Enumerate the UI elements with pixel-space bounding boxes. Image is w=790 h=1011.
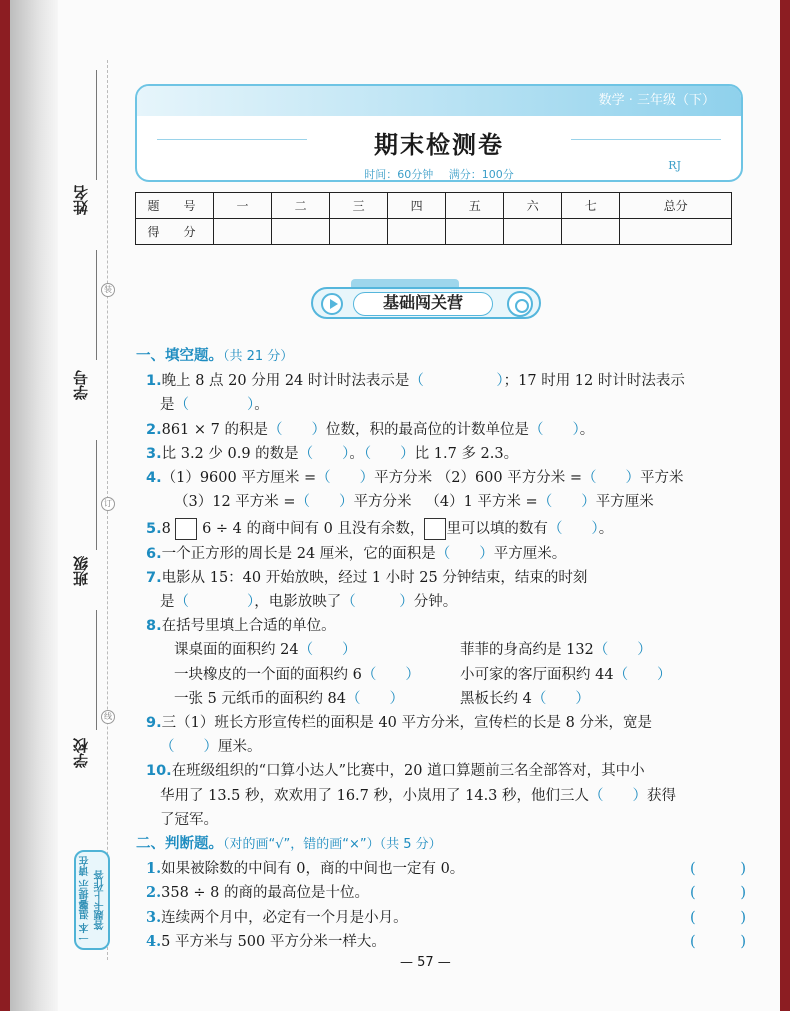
question-text: 是 [160, 397, 175, 414]
answer-blank[interactable]: （ ） [582, 470, 640, 487]
exam-content [136, 344, 746, 954]
answer-blank[interactable]: （ ） [529, 421, 580, 438]
question-text: 平方分米 [374, 470, 433, 487]
score-cell[interactable] [330, 219, 388, 245]
answer-blank[interactable]: （ ） [174, 397, 255, 414]
target-icon [507, 291, 533, 317]
question-text: 平方厘米 [595, 494, 654, 511]
question-text: 菲菲的身高约是 132 [460, 642, 594, 659]
answer-blank[interactable]: （ ） [160, 739, 218, 756]
question-number: 3. [146, 445, 162, 462]
question-number: 1. [146, 373, 162, 390]
header-rule-left [157, 139, 307, 140]
table-cell: 三 [330, 193, 388, 219]
judge-answer-box[interactable]: ( ) [690, 933, 746, 950]
total-score: 满分：100分 [448, 168, 514, 181]
question-cont [136, 490, 746, 514]
answer-blank[interactable]: （ ） [174, 594, 255, 611]
answer-blank[interactable]: （ ） [589, 787, 648, 804]
question [136, 442, 746, 466]
student-id-line [96, 250, 97, 360]
question [136, 614, 746, 638]
question-number: 10. [146, 763, 172, 780]
binding-dot: 装 [101, 283, 115, 297]
score-cell[interactable] [620, 219, 732, 245]
exam-page [10, 0, 780, 1011]
question-text: 三（1）班长方形宣传栏的面积是 40 平方分米，宣传栏的长是 8 分米，宽是 [161, 715, 652, 732]
edition-label: RJ [668, 159, 681, 172]
table-cell: 七 [562, 193, 620, 219]
school-label: 学校 [72, 738, 90, 768]
answer-blank[interactable]: （ ） [341, 594, 414, 611]
question-number: 5. [146, 521, 162, 538]
question [136, 517, 746, 541]
judge-answer-box[interactable]: ( ) [690, 861, 746, 878]
name-line [96, 70, 97, 180]
unit-row [136, 687, 746, 711]
section-note: （对的画“√”，错的画“×”）（共 5 分） [223, 837, 442, 853]
question-text: 平方米 [640, 470, 684, 487]
question [136, 542, 746, 566]
question-number: 1. [146, 860, 162, 878]
answer-blank[interactable]: （ ） [295, 494, 354, 511]
question-text: 。 [254, 397, 269, 414]
question [136, 711, 746, 735]
answer-blank[interactable]: （ ） [268, 421, 326, 438]
judge-answer-box[interactable]: ( ) [690, 909, 746, 926]
question [136, 466, 746, 490]
exam-meta [137, 166, 741, 182]
brand-logo: 一本 温馨提示 请在答题卡上作答 [74, 850, 110, 950]
question-text: 分钟。 [413, 594, 458, 611]
answer-blank[interactable]: （ ） [531, 690, 590, 707]
time-limit: 时间：60分钟 [364, 168, 434, 181]
question-cont [136, 735, 746, 759]
question-text: 了冠军。 [160, 811, 218, 828]
answer-blank[interactable]: （ ） [409, 373, 504, 390]
answer-blank[interactable]: （ ） [593, 642, 652, 659]
score-cell[interactable] [446, 219, 504, 245]
question-text: （2）600 平方分米 = [436, 470, 582, 487]
question [136, 369, 746, 393]
page-title: 期末检测卷 [374, 131, 504, 159]
table-cell: 题 号 [136, 193, 214, 219]
question-text: 晚上 8 点 20 分用 24 时计时法表示是 [161, 373, 410, 390]
exam-header [135, 84, 743, 182]
section-title: 二、判断题。 [136, 836, 223, 853]
answer-blank[interactable]: （ ） [537, 494, 596, 511]
subject-label: 数学 · 三年级（下） [137, 86, 741, 116]
section-heading [136, 832, 746, 857]
answer-blank[interactable]: （ ） [363, 445, 415, 462]
question-text: 861 × 7 的积是 [161, 421, 268, 438]
table-cell: 总分 [620, 193, 732, 219]
question-text: 在括号里填上合适的单位。 [161, 618, 336, 635]
question-number: 7. [146, 569, 162, 586]
judge-item [136, 857, 746, 881]
judge-item [136, 881, 746, 905]
section-heading [136, 344, 746, 369]
binding-dot: 订 [101, 497, 115, 511]
fill-box-ref [424, 518, 446, 540]
binding-shadow [10, 0, 58, 1011]
question-number: 8. [146, 618, 162, 635]
class-label: 班级 [72, 556, 90, 586]
question-text: 电影从 15：40 开始放映，经过 1 小时 25 分钟结束，结束的时刻 [161, 569, 588, 586]
unit-row [136, 638, 746, 662]
question-text: 平方厘米。 [493, 545, 567, 562]
question-number: 9. [146, 715, 162, 732]
table-row [136, 219, 732, 245]
score-cell[interactable] [214, 219, 272, 245]
question-text: （1）9600 平方厘米 = [161, 470, 317, 487]
answer-blank[interactable]: （ ） [361, 666, 420, 683]
page-number: — 57 — [400, 955, 451, 970]
binding-dot: 线 [101, 710, 115, 724]
question-text: ；17 时用 12 时计时法表示 [503, 373, 685, 390]
answer-blank[interactable]: （ ） [613, 666, 672, 683]
question-text: 连续两个月中，必定有一个月是小月。 [161, 909, 408, 926]
question-text: 。 [598, 521, 614, 538]
question-text: 。 [579, 421, 595, 438]
question-text: 厘米。 [218, 739, 262, 756]
question-text: 华用了 13.5 秒，欢欢用了 16.7 秒，小岚用了 14.3 秒，他们三人 [160, 787, 590, 804]
question-text: 。 [349, 445, 364, 462]
question-cont [136, 393, 746, 417]
judge-item [136, 906, 746, 930]
question-text: ，电影放映了 [254, 594, 342, 611]
question-text: 课桌面的面积约 24 [174, 642, 299, 659]
judge-answer-box[interactable]: ( ) [690, 885, 746, 902]
question-text: 比 1.7 多 2.3。 [414, 445, 519, 462]
question-cont [136, 590, 746, 614]
table-row [136, 193, 732, 219]
play-icon [321, 293, 343, 315]
fill-box[interactable] [175, 518, 197, 540]
answer-blank[interactable]: （ ） [298, 642, 357, 659]
question-text: 8 [161, 521, 171, 538]
class-line [96, 440, 97, 550]
question-text: 6 ÷ 4 的商中间有 0 且没有余数， [202, 521, 425, 538]
question [136, 418, 746, 442]
section-note: （共 21 分） [223, 349, 294, 364]
table-cell: 得 分 [136, 219, 214, 245]
table-cell: 五 [446, 193, 504, 219]
question-text: 一块橡皮的一个面的面积约 6 [174, 666, 362, 683]
score-cell[interactable] [504, 219, 562, 245]
question-text: 里可以填的数有 [446, 521, 548, 538]
judge-item [136, 930, 746, 954]
question-number: 3. [146, 908, 162, 926]
unit-row [136, 663, 746, 687]
question-text: （3）12 平方米 = [174, 494, 296, 511]
score-cell[interactable] [562, 219, 620, 245]
question-number: 6. [146, 545, 162, 562]
question-text: 在班级组织的“口算小达人”比赛中，20 道口算题前三名全部答对，其中小 [171, 763, 645, 780]
question [136, 759, 746, 783]
question-number: 4. [146, 470, 162, 487]
question-text: 一个正方形的周长是 24 厘米，它的面积是 [161, 545, 436, 562]
question-text: （4）1 平方米 = [425, 494, 538, 511]
banner-body [311, 287, 541, 319]
school-line [96, 610, 97, 730]
answer-blank[interactable]: （ ） [316, 470, 375, 487]
question-cont [136, 784, 746, 808]
banner-title: 基础闯关营 [353, 292, 493, 316]
answer-blank[interactable]: （ ） [435, 545, 494, 562]
question-number: 4. [146, 932, 162, 950]
question-text: 358 ÷ 8 的商的最高位是十位。 [161, 885, 370, 902]
score-cell[interactable] [272, 219, 330, 245]
table-cell: 二 [272, 193, 330, 219]
section-banner [311, 279, 541, 319]
question [136, 566, 746, 590]
table-cell: 六 [504, 193, 562, 219]
answer-blank[interactable]: （ ） [346, 690, 405, 707]
score-table [135, 192, 732, 245]
question-number: 2. [146, 421, 162, 438]
question-text: 一张 5 元纸币的面积约 84 [174, 690, 347, 707]
student-id-label: 学号 [72, 370, 90, 400]
question-number: 2. [146, 884, 162, 902]
question-text: 小可家的客厅面积约 44 [460, 666, 614, 683]
question-text: 平方分米 [353, 494, 412, 511]
question-text: 如果被除数的中间有 0，商的中间也一定有 0。 [161, 861, 465, 878]
question-text: 比 3.2 少 0.9 的数是 [161, 445, 299, 462]
question-text: 位数，积的最高位的计数单位是 [326, 421, 529, 438]
header-rule-right [571, 139, 721, 140]
answer-blank[interactable]: （ ） [547, 521, 599, 538]
question-text: 是 [160, 594, 175, 611]
name-label: 姓名 [72, 185, 90, 215]
table-cell: 一 [214, 193, 272, 219]
section-title: 一、填空题。 [136, 348, 223, 364]
question-text: 获得 [647, 787, 677, 804]
answer-blank[interactable]: （ ） [298, 445, 350, 462]
question-text: 黑板长约 4 [460, 690, 532, 707]
question-text: 5 平方米与 500 平方分米一样大。 [161, 933, 386, 950]
score-cell[interactable] [388, 219, 446, 245]
table-cell: 四 [388, 193, 446, 219]
question-cont [136, 808, 746, 832]
